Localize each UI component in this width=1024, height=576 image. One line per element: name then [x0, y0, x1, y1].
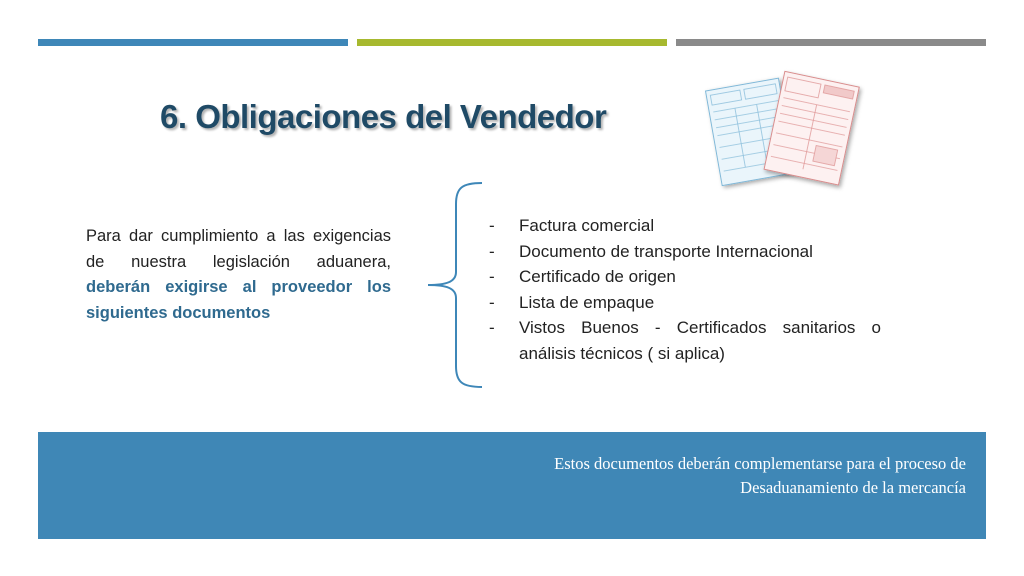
list-item	[489, 213, 881, 239]
list-item-label: Documento de transporte Internacional	[519, 241, 813, 261]
list-item-label: Certificado de origen	[519, 267, 676, 286]
intro-paragraph	[86, 224, 391, 326]
top-accent-bar-green	[357, 39, 667, 46]
list-item	[489, 239, 881, 265]
left-brace-icon	[424, 180, 488, 390]
list-bullet: -	[489, 241, 495, 261]
list-item	[489, 290, 881, 316]
shipping-documents-icon	[700, 66, 865, 196]
list-bullet: -	[489, 292, 495, 312]
list-bullet: -	[489, 216, 495, 235]
list-item	[489, 264, 881, 290]
list-item-label: Vistos Buenos - Certificados sanitarios o análisis técnicos ( si aplica)	[519, 318, 881, 363]
list-item-label: Factura comercial	[519, 216, 655, 235]
footer-band	[38, 432, 986, 539]
documents-list	[489, 213, 881, 366]
list-item-label: Lista de empaque	[519, 292, 655, 312]
top-accent-bar-gray	[676, 39, 986, 46]
list-bullet: -	[489, 267, 495, 286]
list-bullet: -	[489, 318, 495, 337]
top-accent-bar-blue	[38, 39, 348, 46]
slide-title: 6. Obligaciones del Vendedor	[160, 98, 607, 135]
list-item	[489, 315, 881, 366]
intro-text: Para dar cumplimiento a las exigencias de nuestra legislación aduanera,	[86, 227, 391, 271]
intro-highlight: deberán exigirse al proveedor los siguientes documentos	[86, 278, 391, 322]
footer-note: Estos documentos deberán complementarse para el proceso de Desaduanamiento de la mercancía	[554, 454, 966, 497]
